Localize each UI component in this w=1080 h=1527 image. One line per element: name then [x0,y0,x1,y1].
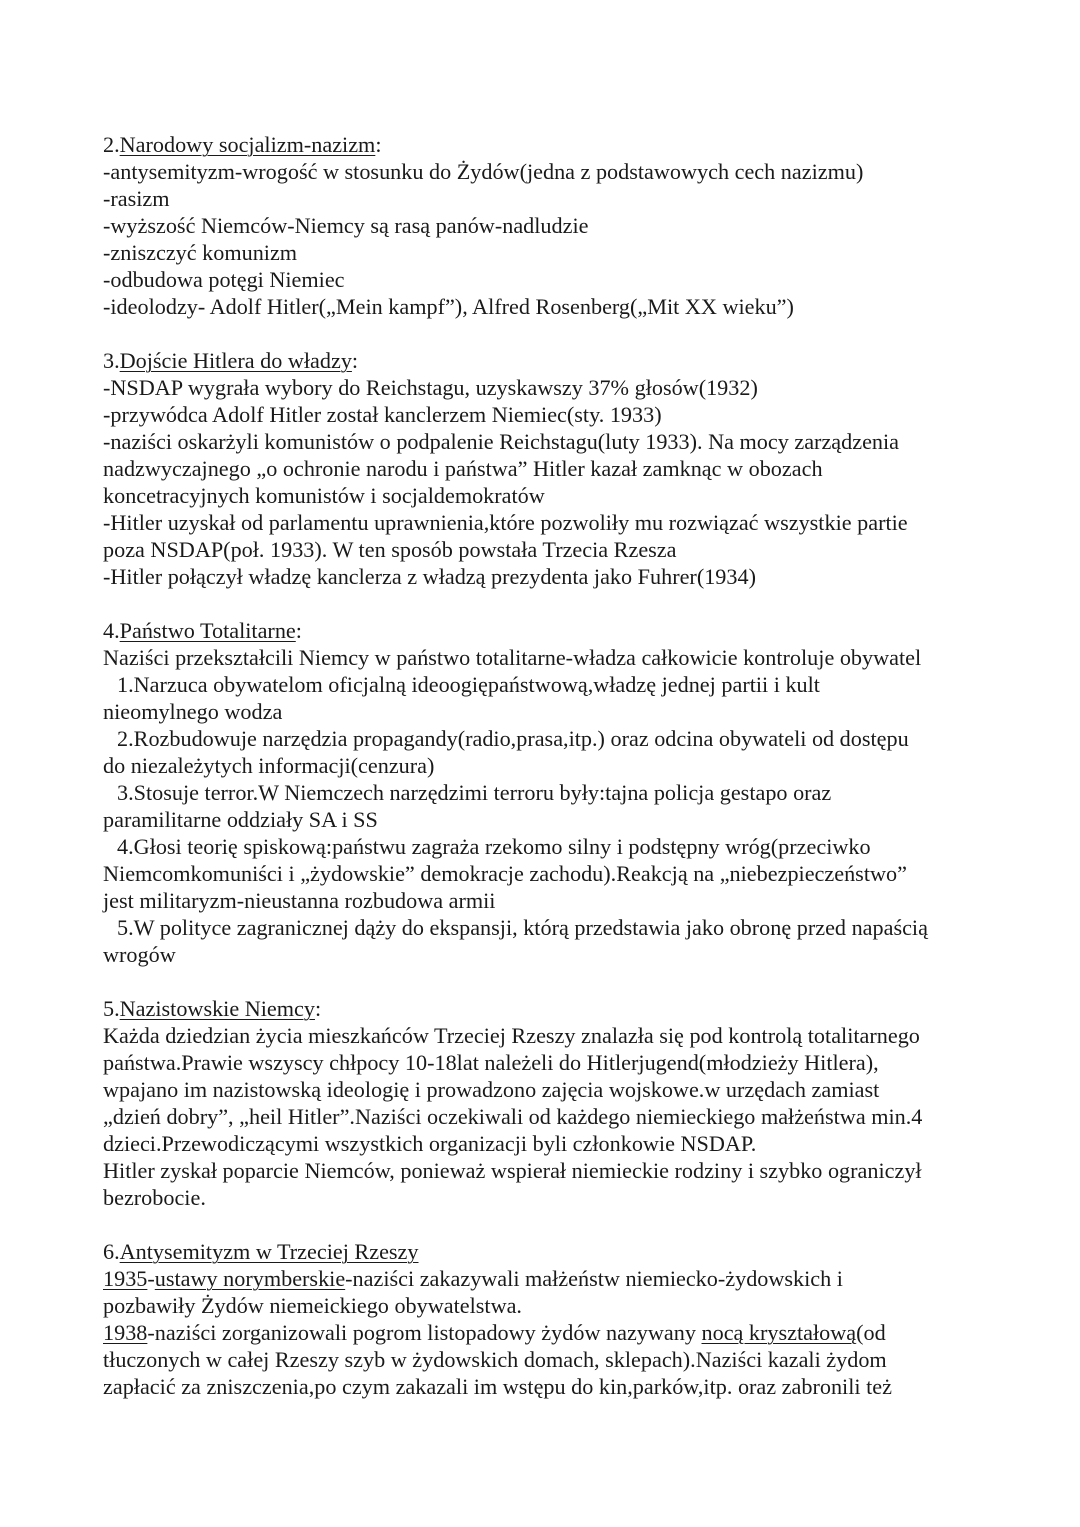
heading-title: Państwo Totalitarne [119,618,296,643]
numbered-point: 2.Rozbudowuje narzędzia propagandy(radio,prasa,itp.) oraz odcina obywateli od dostępu [117,726,909,751]
numbered-point-continuation: do niezależytych informacji(cenzura) [103,753,435,778]
paragraph-line: bezrobocie. [103,1185,206,1210]
list-item: -wyższość Niemców-Niemcy są rasą panów-nadludzie [103,213,589,238]
numbered-point-continuation: wrogów [103,942,176,967]
list-item: -ideolodzy- Adolf Hitler(„Mein kampf”), Alfred Rosenberg(„Mit XX wieku”) [103,294,794,319]
list-item-continuation: poza NSDAP(poł. 1933). W ten sposób powstała Trzecia Rzesza [103,537,677,562]
paragraph-line: państwa.Prawie wszyscy chłpocy 10-18lat należeli do Hitlerjugend(młodzieży Hitlera), [103,1050,879,1075]
heading-title: Dojście Hitlera do władzy [119,348,352,373]
section-nazism [103,131,983,320]
paragraph-line: tłuczonych w całej Rzeszy szyb w żydowskich domach, sklepach).Naziści kazali żydom [103,1347,887,1372]
list-item: -rasizm [103,186,170,211]
section-heading: 4.Państwo Totalitarne: [103,618,302,643]
list-item: -przywódca Adolf Hitler został kanclerzem Niemiec(sty. 1933) [103,402,662,427]
paragraph-line: dzieci.Przewodiczącymi wszystkich organizacji byli członkowie NSDAP. [103,1131,757,1156]
paragraph-line: pozbawiły Żydów niemeickiego obywatelstwa. [103,1293,522,1318]
year-label: 1935 [103,1266,148,1291]
document-page [103,131,983,1427]
section-intro: Naziści przekształcili Niemcy w państwo totalitarne-władza całkowicie kontroluje obywatel [103,645,922,670]
list-item-continuation: nadzwyczajnego „o ochronie narodu i państwa” Hitler kazał zamknąc w obozach [103,456,823,481]
paragraph-line: Każda dziedzian życia mieszkańców Trzeciej Rzeszy znalazła się pod kontrolą totalitarnego [103,1023,920,1048]
term-label: ustawy norymberskie [154,1266,346,1291]
list-item: -Hitler połączył władzę kanclerza z władzą prezydenta jako Fuhrer(1934) [103,564,756,589]
numbered-point: 1.Narzuca obywatelom oficjalną ideoogiępaństwową,władzę jednej partii i kult [117,672,820,697]
section-hitler-rise [103,347,983,590]
numbered-point: 5.W polityce zagranicznej dąży do ekspansji, którą przedstawia jako obronę przed napaścią [117,915,928,940]
numbered-point: 3.Stosuje terror.W Niemczech narzędzimi terroru były:tajna policja gestapo oraz [117,780,832,805]
paragraph-line: 1938-naziści zorganizowali pogrom listopadowy żydów nazywany nocą kryształową(od [103,1320,886,1345]
heading-title: Antysemityzm w Trzeciej Rzeszy [119,1239,419,1264]
section-antisemitism [103,1238,983,1400]
numbered-point-continuation: nieomylnego wodza [103,699,283,724]
list-item: -zniszczyć komunizm [103,240,298,265]
term-label: nocą kryształową [701,1320,857,1345]
section-heading: 2.Narodowy socjalizm-nazizm: [103,132,382,157]
section-totalitarian-state [103,617,983,968]
section-heading: 6.Antysemityzm w Trzeciej Rzeszy [103,1239,419,1264]
list-item: -antysemityzm-wrogość w stosunku do Żydów(jedna z podstawowych cech nazizmu) [103,159,864,184]
section-heading: 3.Dojście Hitlera do władzy: [103,348,359,373]
list-item: -Hitler uzyskał od parlamentu uprawnienia,które pozwoliły mu rozwiązać wszystkie partie [103,510,908,535]
numbered-point-continuation: paramilitarne oddziały SA i SS [103,807,378,832]
list-item: -naziści oskarżyli komunistów o podpalenie Reichstagu(luty 1933). Na mocy zarządzenia [103,429,900,454]
numbered-point-continuation: jest militaryzm-nieustanna rozbudowa armii [103,888,496,913]
paragraph-line: „dzień dobry”, „heil Hitler”.Naziści oczekiwali od każdego niemieckiego małżeństwa min.4 [103,1104,923,1129]
heading-title: Narodowy socjalizm-nazizm [119,132,376,157]
numbered-point-continuation: Niemcomkomuniści i „żydowskie” demokracje zachodu).Reakcją na „niebezpieczeństwo” [103,861,907,886]
list-item: -NSDAP wygrała wybory do Reichstagu, uzyskawszy 37% głosów(1932) [103,375,758,400]
heading-title: Nazistowskie Niemcy [119,996,315,1021]
paragraph-line: zapłacić za zniszczenia,po czym zakazali im wstępu do kin,parków,itp. oraz zabronili też [103,1374,892,1399]
year-label: 1938 [103,1320,148,1345]
list-item-continuation: koncetracyjnych komunistów i socjaldemokratów [103,483,545,508]
paragraph-line: 1935-ustawy norymberskie-naziści zakazywali małżeństw niemiecko-żydowskich i [103,1266,843,1291]
section-nazi-germany [103,995,983,1211]
list-item: -odbudowa potęgi Niemiec [103,267,345,292]
section-heading: 5.Nazistowskie Niemcy: [103,996,322,1021]
numbered-point: 4.Głosi teorię spiskową:państwu zagraża rzekomo silny i podstępny wróg(przeciwko [117,834,871,859]
paragraph-line: Hitler zyskał poparcie Niemców, ponieważ wspierał niemieckie rodziny i szybko ograniczył [103,1158,922,1183]
paragraph-line: wpajano im nazistowską ideologię i prowadzono zajęcia wojskowe.w urzędach zamiast [103,1077,880,1102]
